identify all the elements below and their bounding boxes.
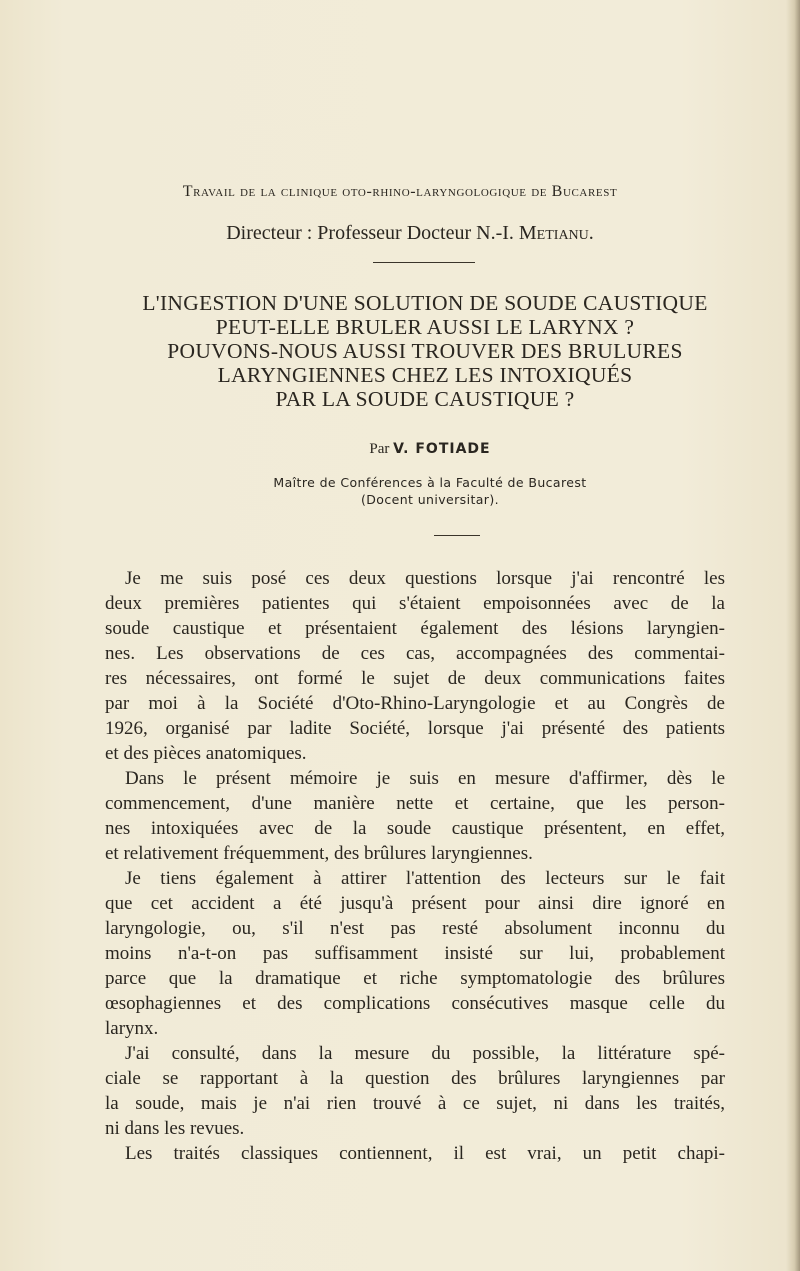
body-text (105, 566, 725, 1166)
body-line: ciale se rapportant à la question des brûlures laryngiennes par (105, 1068, 725, 1089)
body-line: J'ai consulté, dans la mesure du possible, la littérature spé- (125, 1043, 725, 1064)
title-line: PAR LA SOUDE CAUSTIQUE ? (275, 387, 575, 411)
body-line: Dans le présent mémoire je suis en mesure d'affirmer, dès le (125, 768, 725, 789)
body-line: par moi à la Société d'Oto-Rhino-Laryngologie et au Congrès de (105, 693, 725, 714)
body-line: 1926, organisé par ladite Société, lorsque j'ai présenté des patients (105, 718, 725, 739)
body-line: Les traités classiques contiennent, il est vrai, un petit chapi- (125, 1143, 725, 1164)
body-line: Je tiens également à attirer l'attention des lecteurs sur le fait (125, 868, 725, 889)
body-line: Je me suis posé ces deux questions lorsque j'ai rencontré les (125, 568, 725, 589)
body-line: et des pièces anatomiques. (105, 743, 307, 764)
body-line: nes intoxiquées avec de la soude caustique présentent, en effet, (105, 818, 725, 839)
body-line: commencement, d'une manière nette et certaine, que les person- (105, 793, 725, 814)
body-line: moins n'a-t-on pas suffisamment insisté sur lui, probablement (105, 943, 725, 964)
body-line: la soude, mais je n'ai rien trouvé à ce sujet, ni dans les traités, (105, 1093, 725, 1114)
body-line: deux premières patientes qui s'étaient empoisonnées avec de la (105, 593, 725, 614)
director-prefix: Directeur : Professeur Docteur N.-I. (226, 222, 519, 244)
body-line: ni dans les revues. (105, 1118, 245, 1139)
body-line: laryngologie, ou, s'il n'est pas resté absolument inconnu du (105, 918, 725, 939)
title-line: L'INGESTION D'UNE SOLUTION DE SOUDE CAUSTIQUE (142, 291, 708, 315)
title-line: LARYNGIENNES CHEZ LES INTOXIQUÉS (217, 363, 633, 387)
body-line: œsophagiennes et des complications consécutives masque celle du (105, 993, 725, 1014)
institution-header: Travail de la clinique oto-rhino-laryngologique de Bucarest (182, 183, 618, 200)
body-line: res nécessaires, ont formé le sujet de deux communications faites (105, 668, 725, 689)
director-line (0, 222, 800, 245)
affiliation-line: (Docent universitar). (361, 492, 499, 507)
title-line: PEUT-ELLE BRULER AUSSI LE LARYNX ? (215, 315, 635, 339)
director-name: Metianu. (518, 222, 594, 244)
author-affiliation (0, 474, 800, 508)
article-title (80, 291, 770, 411)
author-divider (434, 535, 480, 536)
title-line: POUVONS-NOUS AUSSI TROUVER DES BRULURES (167, 339, 683, 363)
author-prefix: Par (369, 441, 394, 457)
author-line (0, 441, 800, 458)
body-line: et relativement fréquemment, des brûlures laryngiennes. (105, 843, 533, 864)
header-divider (373, 262, 475, 263)
body-line: nes. Les observations de ces cas, accompagnées des commentai- (105, 643, 725, 664)
author-name: V. FOTIADE (393, 441, 491, 457)
affiliation-line: Maître de Conférences à la Faculté de Bucarest (273, 475, 587, 490)
body-line: que cet accident a été jusqu'à présent pour ainsi dire ignoré en (105, 893, 725, 914)
body-line: soude caustique et présentaient également des lésions laryngien- (105, 618, 725, 639)
body-line: parce que la dramatique et riche symptomatologie des brûlures (105, 968, 725, 989)
body-line: larynx. (105, 1018, 159, 1039)
